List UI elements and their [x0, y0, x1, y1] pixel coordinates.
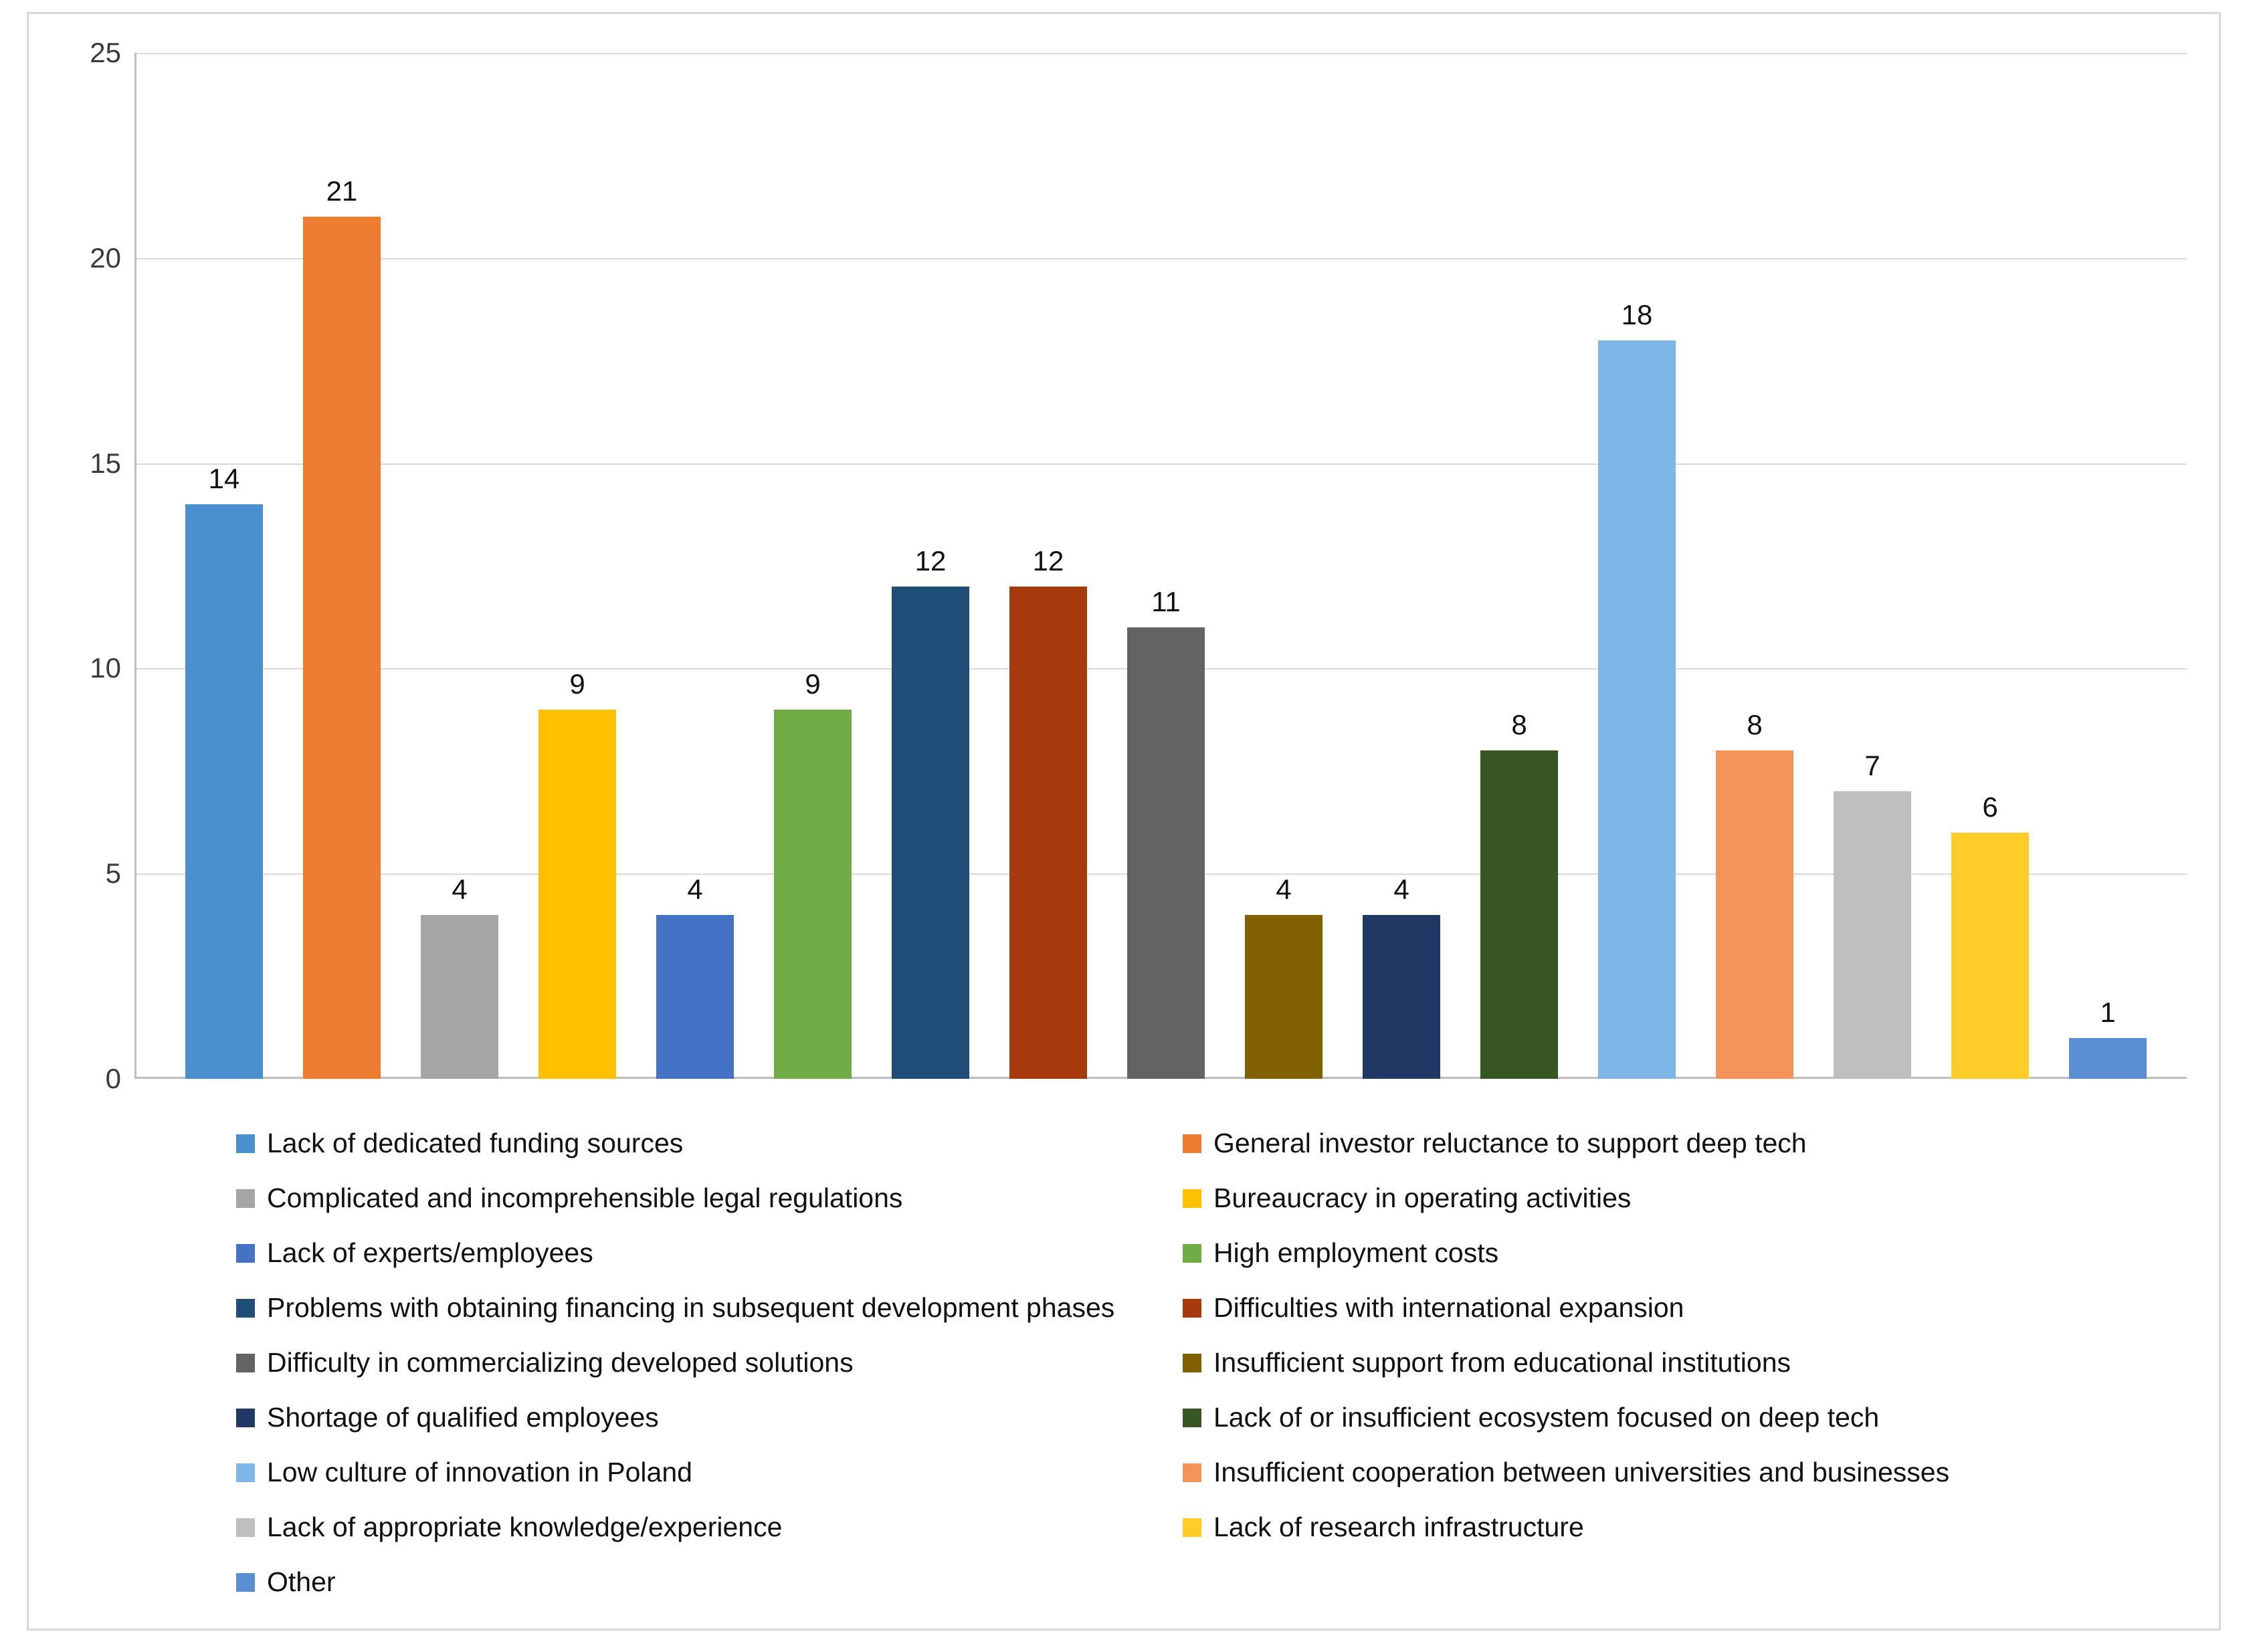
bar-slot [518, 53, 636, 1079]
y-tick-label: 5 [105, 857, 121, 890]
bar-value-label: 11 [1151, 586, 1181, 618]
bar[interactable] [303, 175, 381, 1079]
legend-item[interactable] [236, 1281, 1183, 1336]
bar-value-label: 4 [687, 873, 703, 905]
legend-label: Insufficient support from educational institutions [1213, 1347, 1791, 1378]
legend-label: Insufficient cooperation between universities and businesses [1213, 1457, 1950, 1488]
legend-label: Lack of appropriate knowledge/experience [267, 1512, 783, 1543]
bar-value-label: 21 [326, 175, 358, 207]
bar[interactable] [1009, 544, 1087, 1079]
legend-swatch-icon [1183, 1409, 1201, 1427]
legend-item[interactable] [236, 1226, 1183, 1281]
bar-value-label: 1 [2100, 996, 2116, 1028]
bar-slot [401, 53, 518, 1079]
bar-value-label: 12 [914, 544, 947, 577]
legend-swatch-icon [236, 1409, 255, 1427]
y-tick-label: 10 [90, 652, 121, 684]
legend-label: Lack of or insufficient ecosystem focused on deep tech [1213, 1402, 1880, 1433]
bar-value-label: 14 [208, 462, 240, 494]
legend-swatch-icon [1183, 1463, 1201, 1482]
bar[interactable] [1363, 873, 1440, 1079]
bar[interactable] [774, 667, 852, 1079]
y-axis-tick-labels [56, 37, 130, 1104]
legend-item[interactable] [236, 1555, 1183, 1610]
bar[interactable] [1716, 709, 1793, 1079]
chart-plot-area [56, 37, 2196, 1104]
bar-slot [1931, 53, 2049, 1079]
bar-value-label: 12 [1032, 544, 1064, 577]
bar-value-label: 9 [805, 667, 821, 700]
bar[interactable] [538, 667, 616, 1079]
bar[interactable] [1951, 791, 2029, 1079]
legend-item[interactable] [1183, 1171, 2129, 1226]
y-tick-label: 20 [90, 241, 121, 274]
bar-slot [2049, 53, 2167, 1079]
legend-swatch-icon [236, 1189, 255, 1208]
bar-slot [754, 53, 872, 1079]
bar-slot [636, 53, 754, 1079]
legend-label: Lack of research infrastructure [1213, 1512, 1584, 1543]
bar-slot [1814, 53, 1931, 1079]
chart-frame [27, 12, 2221, 1631]
bar-value-label: 18 [1621, 298, 1653, 330]
bar[interactable] [892, 544, 969, 1079]
y-tick-label: 25 [90, 37, 121, 68]
bar-value-label: 8 [1511, 709, 1527, 741]
legend-item[interactable] [236, 1445, 1183, 1500]
legend-label: High employment costs [1213, 1237, 1499, 1269]
legend-item[interactable] [1183, 1116, 2129, 1171]
legend-label: Lack of dedicated funding sources [267, 1128, 684, 1159]
legend-item[interactable] [236, 1500, 1183, 1555]
legend-item[interactable] [236, 1390, 1183, 1445]
legend-swatch-icon [236, 1518, 255, 1537]
legend-swatch-icon [1183, 1134, 1201, 1153]
y-tick-label: 15 [90, 447, 121, 479]
bar-value-label: 6 [1982, 791, 1998, 823]
legend-swatch-icon [236, 1573, 255, 1592]
bar-value-label: 8 [1747, 709, 1763, 741]
bar-slot [283, 53, 401, 1079]
legend-label: Low culture of innovation in Poland [267, 1457, 692, 1488]
legend-item[interactable] [236, 1116, 1183, 1171]
legend-swatch-icon [236, 1463, 255, 1482]
bar-value-label: 4 [1393, 873, 1409, 905]
legend-label: Difficulty in commercializing developed solutions [267, 1347, 854, 1378]
bar-slot [872, 53, 989, 1079]
bar-slot [1225, 53, 1343, 1079]
bar-slot [1460, 53, 1578, 1079]
bar-slot [989, 53, 1107, 1079]
legend-label: Complicated and incomprehensible legal regulations [267, 1182, 903, 1214]
legend-label: Shortage of qualified employees [267, 1402, 659, 1433]
legend-label: Problems with obtaining financing in subsequent development phases [267, 1292, 1115, 1324]
legend-swatch-icon [1183, 1189, 1201, 1208]
legend-item[interactable] [1183, 1281, 2129, 1336]
bar[interactable] [656, 873, 734, 1079]
y-tick-label: 0 [105, 1063, 121, 1094]
legend-item[interactable] [1183, 1390, 2129, 1445]
legend-swatch-icon [236, 1134, 255, 1153]
legend-item[interactable] [1183, 1336, 2129, 1390]
legend-swatch-icon [236, 1299, 255, 1318]
legend-label: Bureaucracy in operating activities [1213, 1182, 1632, 1214]
bar[interactable] [1127, 586, 1205, 1079]
legend-label: Lack of experts/employees [267, 1237, 593, 1269]
chart-legend [236, 1116, 2129, 1610]
legend-swatch-icon [1183, 1518, 1201, 1537]
bar-slot [1578, 53, 1696, 1079]
bar[interactable] [1834, 750, 1911, 1079]
bar-slot [1696, 53, 1814, 1079]
bar-value-label: 4 [452, 873, 468, 905]
legend-item[interactable] [1183, 1500, 2129, 1555]
legend-swatch-icon [236, 1244, 255, 1263]
legend-label: Other [267, 1566, 336, 1598]
bar-plot [134, 53, 2187, 1079]
bar-value-label: 9 [569, 667, 585, 700]
legend-swatch-icon [1183, 1354, 1201, 1372]
bar[interactable] [185, 462, 263, 1079]
bar-value-label: 7 [1864, 750, 1880, 782]
bar[interactable] [2069, 996, 2147, 1079]
legend-label: Difficulties with international expansion [1213, 1292, 1684, 1324]
legend-item[interactable] [236, 1171, 1183, 1226]
legend-swatch-icon [1183, 1299, 1201, 1318]
bar-series [134, 53, 2187, 1079]
legend-swatch-icon [236, 1354, 255, 1372]
bar-slot [1343, 53, 1460, 1079]
legend-item[interactable] [1183, 1445, 2129, 1500]
legend-label: General investor reluctance to support deep tech [1213, 1128, 1807, 1159]
bar[interactable] [421, 873, 498, 1079]
bar-value-label: 4 [1276, 873, 1292, 905]
bar[interactable] [1598, 298, 1676, 1079]
bar[interactable] [1480, 709, 1558, 1079]
legend-swatch-icon [1183, 1244, 1201, 1263]
legend-item[interactable] [236, 1336, 1183, 1390]
bar[interactable] [1245, 873, 1323, 1079]
bar-slot [1107, 53, 1225, 1079]
bar-slot [165, 53, 283, 1079]
legend-item[interactable] [1183, 1226, 2129, 1281]
